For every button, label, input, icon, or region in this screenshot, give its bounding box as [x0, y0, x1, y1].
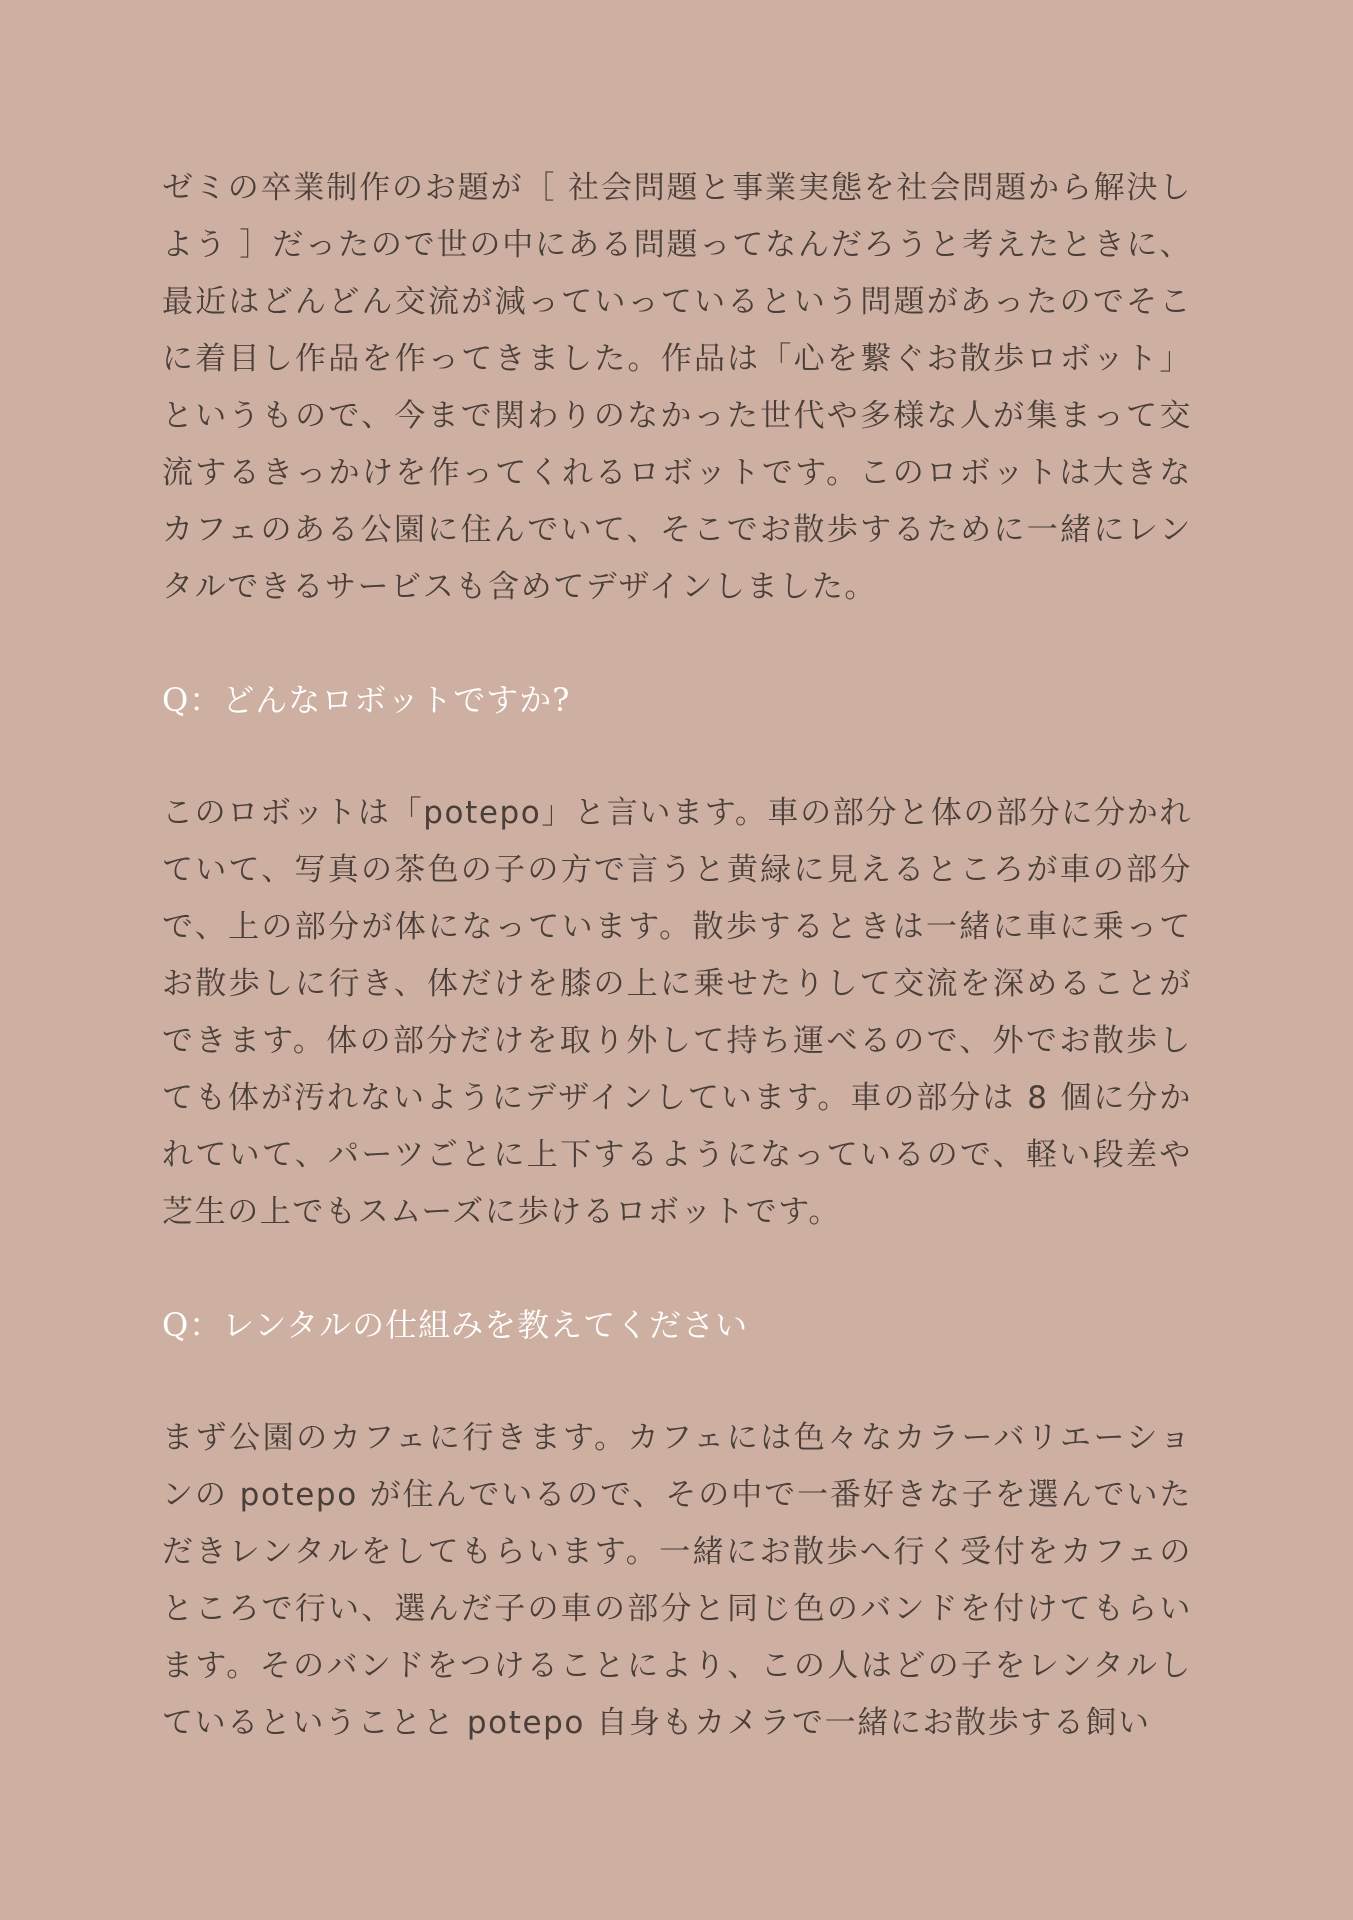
question-robot: Q：どんなロボットですか? [162, 681, 571, 719]
article-body [162, 160, 1192, 1752]
question-rental: Q：レンタルの仕組みを教えてください [162, 1306, 749, 1344]
answer-robot: このロボットは「potepo」と言います。車の部分と体の部分に分かれていて、写真の茶色の子の方で言うと黄緑に見えるところが車の部分で、上の部分が体になっています。散歩するときは一緒に車に乗ってお散歩しに行き、体だけを膝の上に乗せたりして交流を深めることができます。体の部分だけを取り外して持ち運べるので、外でお散歩しても体が汚れないようにデザインしています。車の部分は 8 個に分かれていて、パーツごとに上下するようになっているので、軽い段差や芝生の上でもスムーズに歩けるロボットです。 [162, 795, 1192, 1230]
answer-rental: まず公園のカフェに行きます。カフェには色々なカラーバリエーションの potepo が住んでいるので、その中で一番好きな子を選んでいただきレンタルをしてもらいます。一緒にお散歩へ行く受付をカフェのところで行い、選んだ子の車の部分と同じ色のバンドを付けてもらいます。そのバンドをつけることにより、この人はどの子をレンタルしているということと potepo 自身もカメラで一緒にお散歩する飼い [162, 1420, 1192, 1741]
intro-paragraph: ゼミの卒業制作のお題が［ 社会問題と事業実態を社会問題から解決しよう ］だったので世の中にある問題ってなんだろうと考えたときに、最近はどんどん交流が減っていっているという問題があったのでそこに着目し作品を作ってきました。作品は「心を繋ぐお散歩ロボット」というもので、今まで関わりのなかった世代や多様な人が集まって交流するきっかけを作ってくれるロボットです。このロボットは大きなカフェのある公園に住んでいて、そこでお散歩するために一緒にレンタルできるサービスも含めてデザインしました。 [162, 170, 1192, 605]
